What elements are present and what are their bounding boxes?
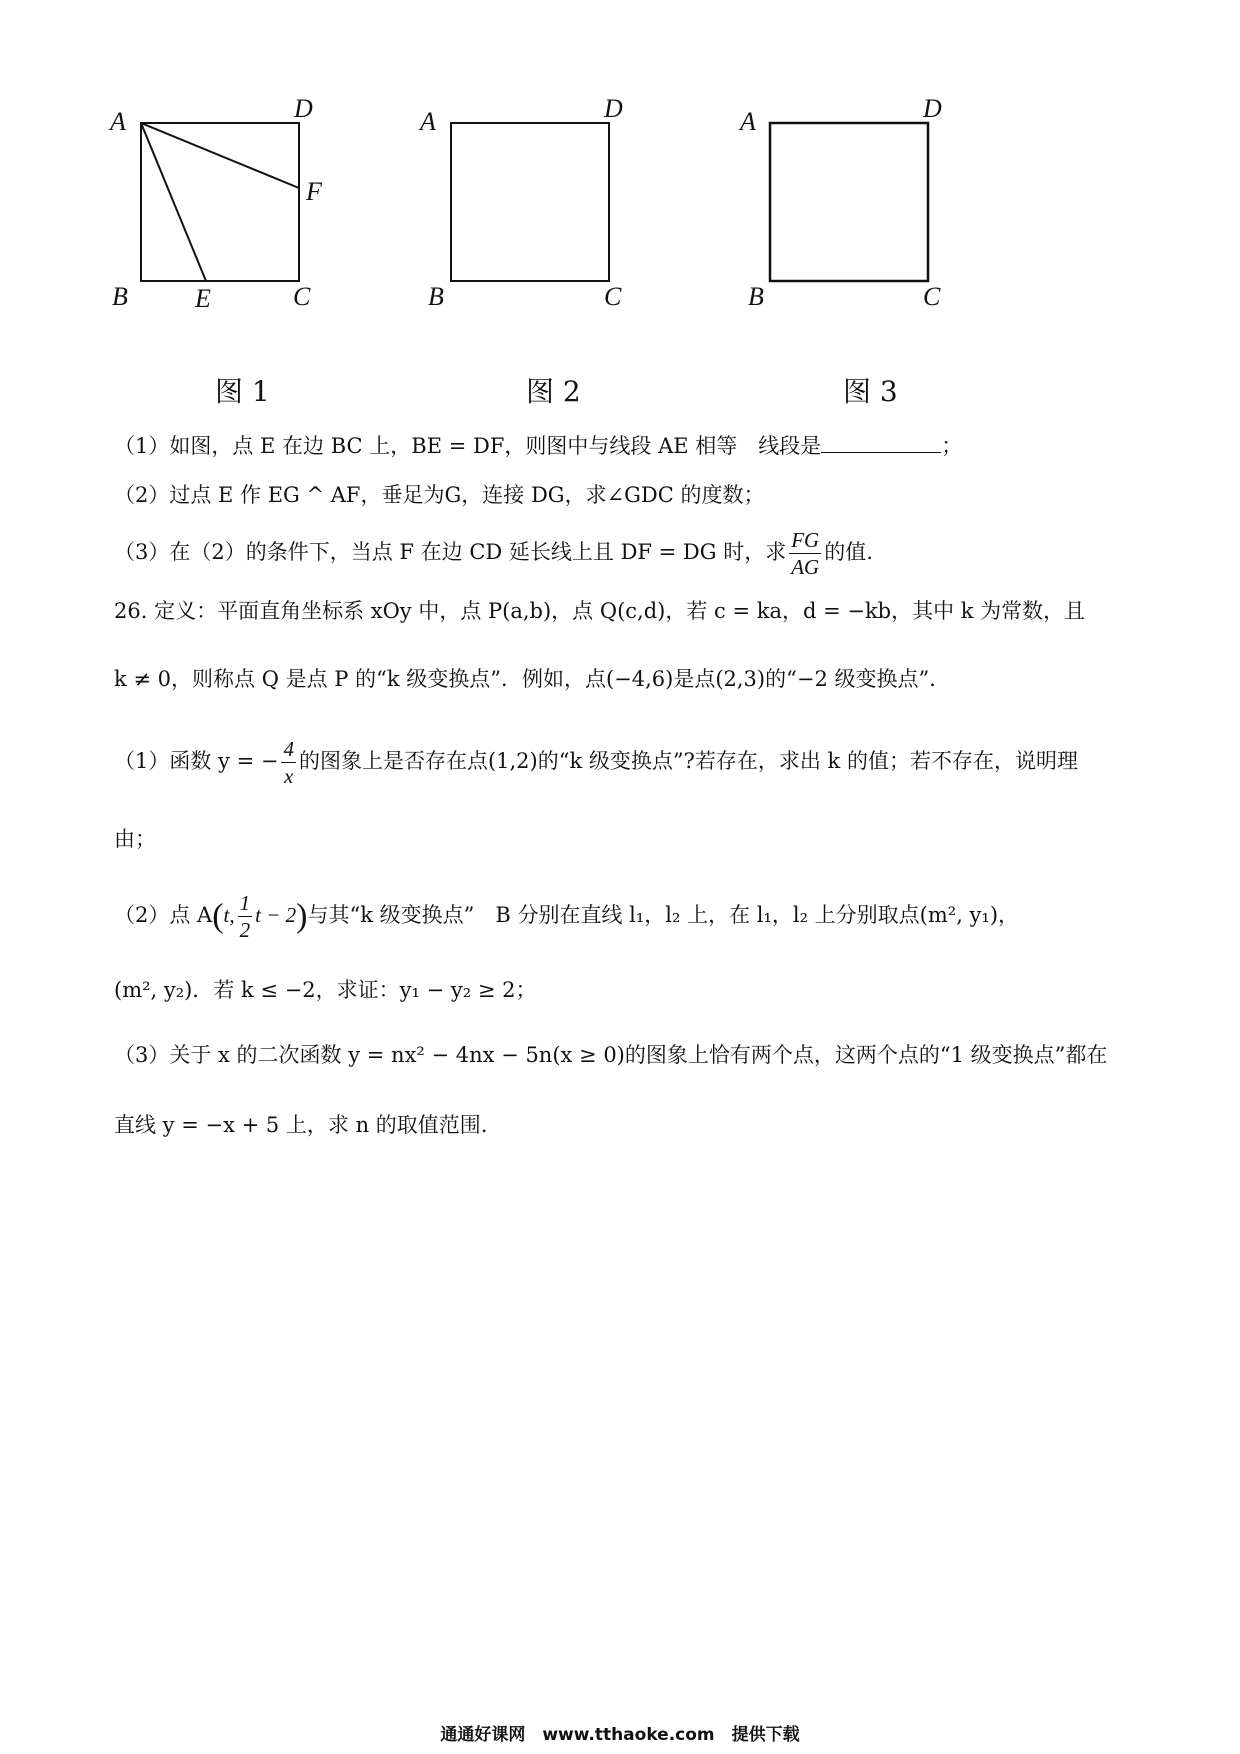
label-c: C	[923, 282, 941, 311]
answer-blank	[821, 430, 941, 453]
label-b: B	[428, 282, 444, 311]
q25-part2: （2）过点 E 作 EG ^ AF，垂足为G，连接 DG，求∠GDC 的度数；	[114, 483, 765, 507]
q25-part1-text: （1）如图，点 E 在边 BC 上，BE = DF，则图中与线段 AE 相等 线段是	[114, 434, 822, 458]
fraction-4-over-x	[281, 736, 296, 789]
label-a: A	[420, 107, 436, 136]
page-footer: 通通好课网 www.tthaoke.com 提供下载	[440, 1725, 800, 1745]
q25-part1-end: ；	[941, 434, 963, 458]
q25-part3-start: （3）在（2）的条件下，当点 F 在边 CD 延长线上且 DF = DG 时，求	[114, 540, 787, 564]
figures-row	[100, 85, 1000, 415]
geometry-figures	[100, 85, 1000, 415]
label-b: B	[748, 282, 764, 311]
q25-part1	[114, 430, 962, 461]
label-c: C	[604, 282, 622, 311]
q26-part2-start: （2）点 A	[114, 903, 213, 927]
fraction-numerator: 1	[239, 891, 251, 915]
label-a: A	[740, 107, 756, 136]
q26-part3: （3）关于 x 的二次函数 y = nx² − 4nx − 5n(x ≥ 0)的图象上恰有两个点，这两个点的“1 级变换点”都在	[114, 1043, 1108, 1067]
q25-part3-end: 的值.	[824, 540, 873, 564]
q26-part1	[114, 736, 1078, 789]
fraction-denominator: x	[284, 764, 294, 788]
q26-part1-start: （1）函数 y = −	[114, 749, 279, 773]
figure-2-caption: 图 2	[526, 375, 581, 408]
q26-part3-continued: 直线 y = −x + 5 上，求 n 的取值范围.	[114, 1113, 488, 1137]
fraction-one-half	[238, 890, 253, 943]
q26-definition-line2: k ≠ 0，则称点 Q 是点 P 的“k 级变换点”．例如，点(−4,6)是点(2,3)的“−2 级变换点”．	[114, 667, 951, 691]
label-c: C	[293, 282, 311, 311]
label-d: D	[294, 94, 313, 123]
left-paren: (	[212, 897, 224, 935]
figure-1	[108, 94, 323, 313]
q26-part2-end: 与其“k 级变换点” B 分别在直线 l₁，l₂ 上，在 l₁，l₂ 上分别取点(m², y₁)，	[307, 903, 1020, 927]
fraction-numerator: FG	[791, 528, 820, 552]
square-abcd-fig2	[451, 123, 609, 281]
label-d: D	[923, 94, 942, 123]
label-d: D	[604, 94, 623, 123]
right-paren: )	[296, 897, 308, 935]
q26-part2	[114, 890, 1019, 943]
fraction-fg-ag	[789, 527, 821, 580]
q26-part1-end: 的图象上是否存在点(1,2)的“k 级变换点”?若存在，求出 k 的值；若不存在，说明理	[298, 749, 1078, 773]
square-abcd-fig1	[141, 123, 299, 281]
figure-3	[738, 94, 942, 311]
label-a: A	[110, 107, 126, 136]
figure-1-caption: 图 1	[215, 375, 270, 408]
q26-part2-inner-b: t − 2	[255, 903, 297, 927]
fraction-denominator: 2	[239, 918, 251, 942]
label-b: B	[112, 282, 128, 311]
figure-2	[418, 94, 623, 311]
q26-part2-continued: (m², y₂)．若 k ≤ −2，求证：y₁ − y₂ ≥ 2；	[114, 978, 537, 1002]
fraction-numerator: 4	[283, 737, 294, 761]
q26-definition-line1: 26. 定义：平面直角坐标系 xOy 中，点 P(a,b)，点 Q(c,d)，若 c = ka，d = −kb，其中 k 为常数，且	[114, 599, 1086, 623]
q26-part1-continued: 由；	[114, 827, 156, 851]
label-e: E	[195, 284, 211, 313]
fraction-denominator: AG	[791, 555, 820, 579]
figure-3-caption: 图 3	[843, 375, 898, 408]
q25-part3	[114, 527, 873, 580]
label-f: F	[306, 177, 322, 206]
square-abcd-fig3	[770, 123, 928, 281]
q26-part2-inner-a: t,	[223, 903, 235, 927]
